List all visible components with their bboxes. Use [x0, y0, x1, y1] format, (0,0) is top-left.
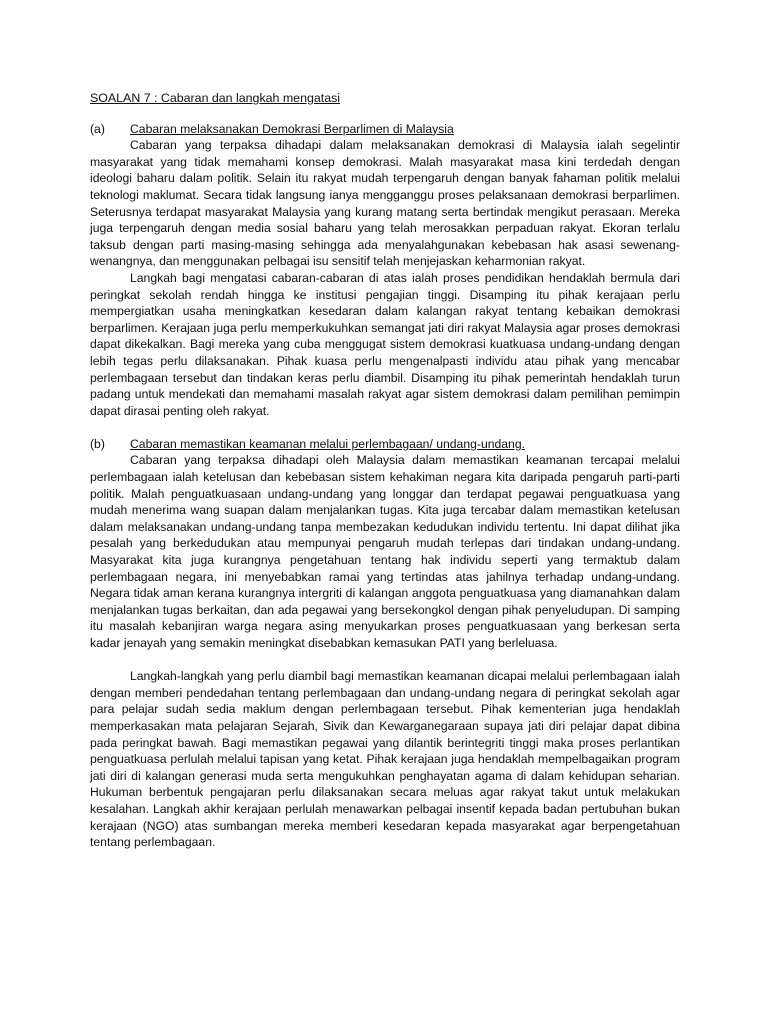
section-a-label: (a) [90, 121, 105, 136]
document-title: SOALAN 7 : Cabaran dan langkah mengatasi [90, 91, 341, 105]
section-a [90, 121, 680, 420]
section-a-paragraph-2: Langkah bagi mengatasi cabaran-cabaran di atas ialah proses pendidikan hendaklah bermula dari peringkat sekolah rendah hingga ke institusi pengajian tinggi. Disamping itu pihak kerajaan perlu mempergiatkan usaha meningkatkan kesedaran dalam kalangan rakyat tentang kebaikan demokrasi berparlimen. Kerajaan juga perlu memperkukuhkan semangat jati diri rakyat Malaysia agar proses demokrasi dapat dikekalkan. Bagi mereka yang cuba menggugat sistem demokrasi kuatkuasa undang-undang dengan lebih tegas perlu dilaksanakan. Pihak kuasa perlu mengenalpasti individu atau pihak yang mencabar perlembagaan tersebut dan tindakan keras perlu diambil. Disamping itu pihak pemerintah hendaklah turun padang untuk mendekati dan memahami masalah rakyat agar sistem demokrasi dalam pemilihan pemimpin dapat dirasai penting oleh rakyat. [90, 270, 680, 418]
section-a-paragraph-1: Cabaran yang terpaksa dihadapi dalam melaksanakan demokrasi di Malaysia ialah segelintir masyarakat yang tidak memahami konsep demokrasi. Malah masyarakat masa kini terdedah dengan ideologi baharu dalam politik. Selain itu rakyat mudah terpengaruh dengan banyak fahaman politik melalui teknologi maklumat. Secara tidak langsung ianya mengganggu proses pelaksanaan demokrasi berparlimen. Seterusnya terdapat masyarakat Malaysia yang kurang matang serta bertindak mengikut perasaan. Mereka juga terpengaruh dengan media sosial baharu yang telah merosakkan perpaduan rakyat. Ekoran terlalu taksub dengan parti masing-masing sehingga ada menyalahgunakan kebebasan hak asasi sewenang-wenangnya, dan menggunakan pelbagai isu sensitif telah menjejaskan keharmonian rakyat. [90, 138, 680, 269]
section-b [90, 436, 680, 851]
paragraph-spacer [90, 652, 680, 669]
section-b-heading: Cabaran memastikan keamanan melalui perlembagaan/ undang-undang. [130, 436, 525, 451]
section-b-paragraph-2: Langkah-langkah yang perlu diambil bagi memastikan keamanan dicapai melalui perlembagaan ialah dengan memberi pendedahan tentang perlembagaan dan undang-undang negara di peringkat sekolah agar para pelajar sudah sedia maklum dengan perlembagaan tersebut. Pihak kementerian juga hendaklah memperkasakan mata pelajaran Sejarah, Sivik dan Kewarganegaraan supaya jati diri pelajar dapat dibina pada peringkat bawah. Bagi memastikan pegawai yang dilantik berintegriti tinggi maka proses perlantikan penguatkuasa perlulah melalui tapisan yang ketat. Pihak kerajaan juga hendaklah mempelbagaikan program jati diri di kalangan generasi muda serta mengukuhkan penghayatan agama di dalam kehidupan seharian. Hukuman berbentuk pengajaran perlu dilaksanakan secara meluas agar rakyat takut untuk melakukan kesalahan. Langkah akhir kerajaan perlulah menawarkan pelbagai insentif kepada badan pertubuhan bukan kerajaan (NGO) atas sumbangan mereka memberi kesedaran kepada masyarakat agar berpengetahuan tentang perlembagaan. [90, 669, 680, 850]
section-b-header [90, 436, 680, 453]
section-b-paragraph-1: Cabaran yang terpaksa dihadapi oleh Malaysia dalam memastikan keamanan tercapai melalui perlembagaan ialah ketelusan dan kebebasan sistem kehakiman negara kita daripada pengaruh parti-parti politik. Malah penguatkuasaan undang-undang yang longgar dan terdapat pegawai penguatkuasa yang mudah menerima wang suapan dalam menjalankan tugas. Kita juga tercabar dalam memastikan ketelusan dalam melaksanakan undang-undang tanpa membezakan kedudukan individu tertentu. Ini dapat dilihat jika pesalah yang berkedudukan atau mempunyai pengaruh mudah terlepas dari tindakan undang-undang. Masyarakat kita juga kurangnya pengetahuan tentang hak individu seperti yang termaktub dalam perlembagaan negara, ini menyebabkan ramai yang tertindas atas jahilnya terhadap undang-undang. Negara tidak aman kerana kurangnya intergriti di kalangan anggota penguatkuasa yang diamanahkan dalam menjalankan tugas berkaitan, dan ada pegawai yang bersekongkol dengan pihak penyeludupan. Di samping itu masalah kebanjiran warga negara asing menyukarkan proses penguatkuasaan yang berkesan serta kadar jenayah yang semakin meningkat disebabkan kemasukan PATI yang berleluasa. [90, 453, 680, 650]
section-b-label: (b) [90, 436, 105, 451]
document-page [90, 90, 680, 851]
section-spacer [90, 419, 680, 436]
section-a-header [90, 121, 680, 138]
section-a-heading: Cabaran melaksanakan Demokrasi Berparlimen di Malaysia [130, 121, 454, 136]
